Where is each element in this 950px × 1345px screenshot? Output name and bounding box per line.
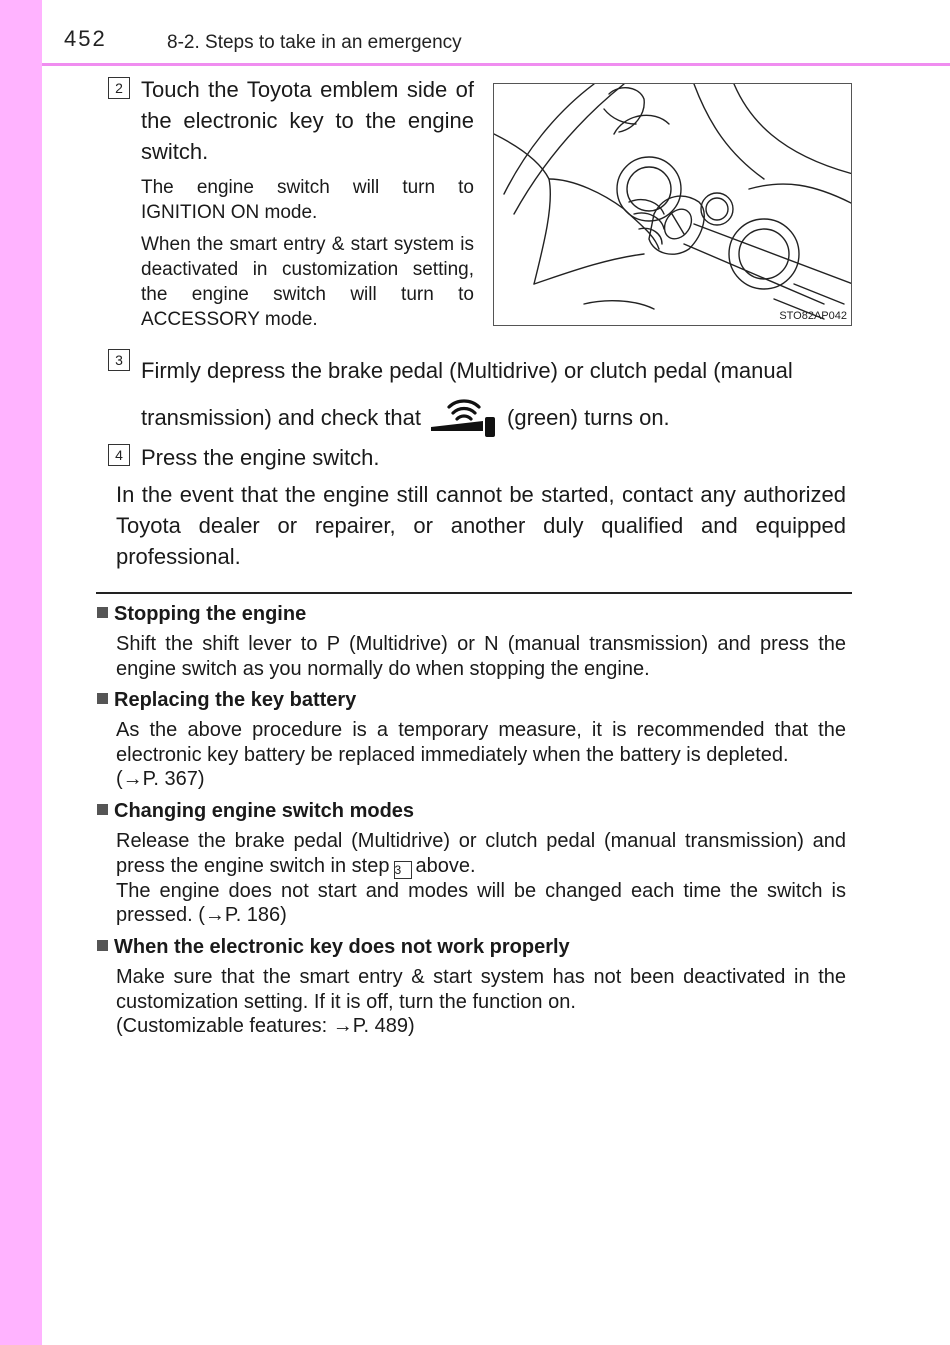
- body-text-before: Release the brake pedal (Multidrive) or clutch pedal (manual transmission) and press the engine switch in step: [116, 830, 846, 877]
- step-3-text-after: (green) turns on.: [507, 405, 670, 430]
- page-number: 452: [64, 26, 107, 51]
- step-3-text: [141, 347, 853, 453]
- body-key-not-working-text: Make sure that the smart entry & start system has not been deactivated in the customization setting. If it is off, turn the function on.: [116, 966, 846, 1013]
- step-number-2: 2: [108, 77, 130, 99]
- heading-key-not-working: [97, 936, 570, 959]
- step-2-note-1: The engine switch will turn to IGNITION ON mode.: [141, 177, 474, 223]
- figure-id: STO82AP042: [779, 310, 847, 322]
- body-key-not-working: [116, 965, 846, 1039]
- step-number-4: 4: [108, 444, 130, 466]
- section-title: 8-2. Steps to take in an emergency: [167, 32, 462, 53]
- heading-replacing-battery: [97, 689, 356, 712]
- heading-changing-modes: [97, 800, 414, 823]
- after-steps-paragraph: In the event that the engine still cannot be started, contact any authorized Toyota dealer or repairer, or another duly qualified and equipped professional.: [116, 482, 846, 569]
- body-stopping-engine: Shift the shift lever to P (Multidrive) or N (manual transmission) and press the engine switch as you normally do when stopping the engine.: [116, 633, 846, 680]
- heading-text: Changing engine switch modes: [114, 800, 415, 822]
- body-changing-modes-text: [116, 829, 846, 879]
- body-changing-modes: [116, 829, 846, 928]
- step-reference-box: 3: [394, 861, 412, 879]
- header-rule: [42, 63, 950, 66]
- heading-stopping-engine: [97, 603, 306, 626]
- section-divider: [96, 592, 852, 594]
- page-reference-link[interactable]: (→P. 367): [116, 768, 205, 790]
- body-replacing-battery-text: As the above procedure is a temporary measure, it is recommended that the electronic key battery be replaced immediately when the battery is depleted.: [116, 719, 846, 766]
- step-2-note-2: When the smart entry & start system is deactivated in customization setting, the engine switch will turn to ACCESSORY mode.: [141, 234, 474, 330]
- chapter-side-tab: [0, 0, 42, 1345]
- step-2-text: Touch the Toyota emblem side of the electronic key to the engine switch.: [141, 77, 474, 164]
- square-bullet-icon: [97, 693, 108, 704]
- body-replacing-battery: [116, 718, 846, 792]
- step-3-text-before: Firmly depress the brake pedal (Multidrive) or clutch pedal (manual transmission) and check that: [141, 358, 793, 430]
- body-text-after: above.: [415, 854, 476, 877]
- heading-text: Replacing the key battery: [114, 689, 357, 711]
- body-changing-modes-text-2: The engine does not start and modes will be changed each time the switch is pressed. (→P. 186): [116, 879, 846, 926]
- heading-text: Stopping the engine: [114, 603, 307, 625]
- square-bullet-icon: [97, 804, 108, 815]
- step-number-3: 3: [108, 349, 130, 371]
- square-bullet-icon: [97, 607, 108, 618]
- square-bullet-icon: [97, 940, 108, 951]
- step-4-text: Press the engine switch.: [141, 445, 380, 470]
- hand-holding-key-illustration: [494, 84, 852, 326]
- heading-text: When the electronic key does not work properly: [114, 936, 570, 958]
- customizable-features-link[interactable]: (Customizable features: →P. 489): [116, 1015, 415, 1037]
- engine-switch-figure: [493, 83, 852, 326]
